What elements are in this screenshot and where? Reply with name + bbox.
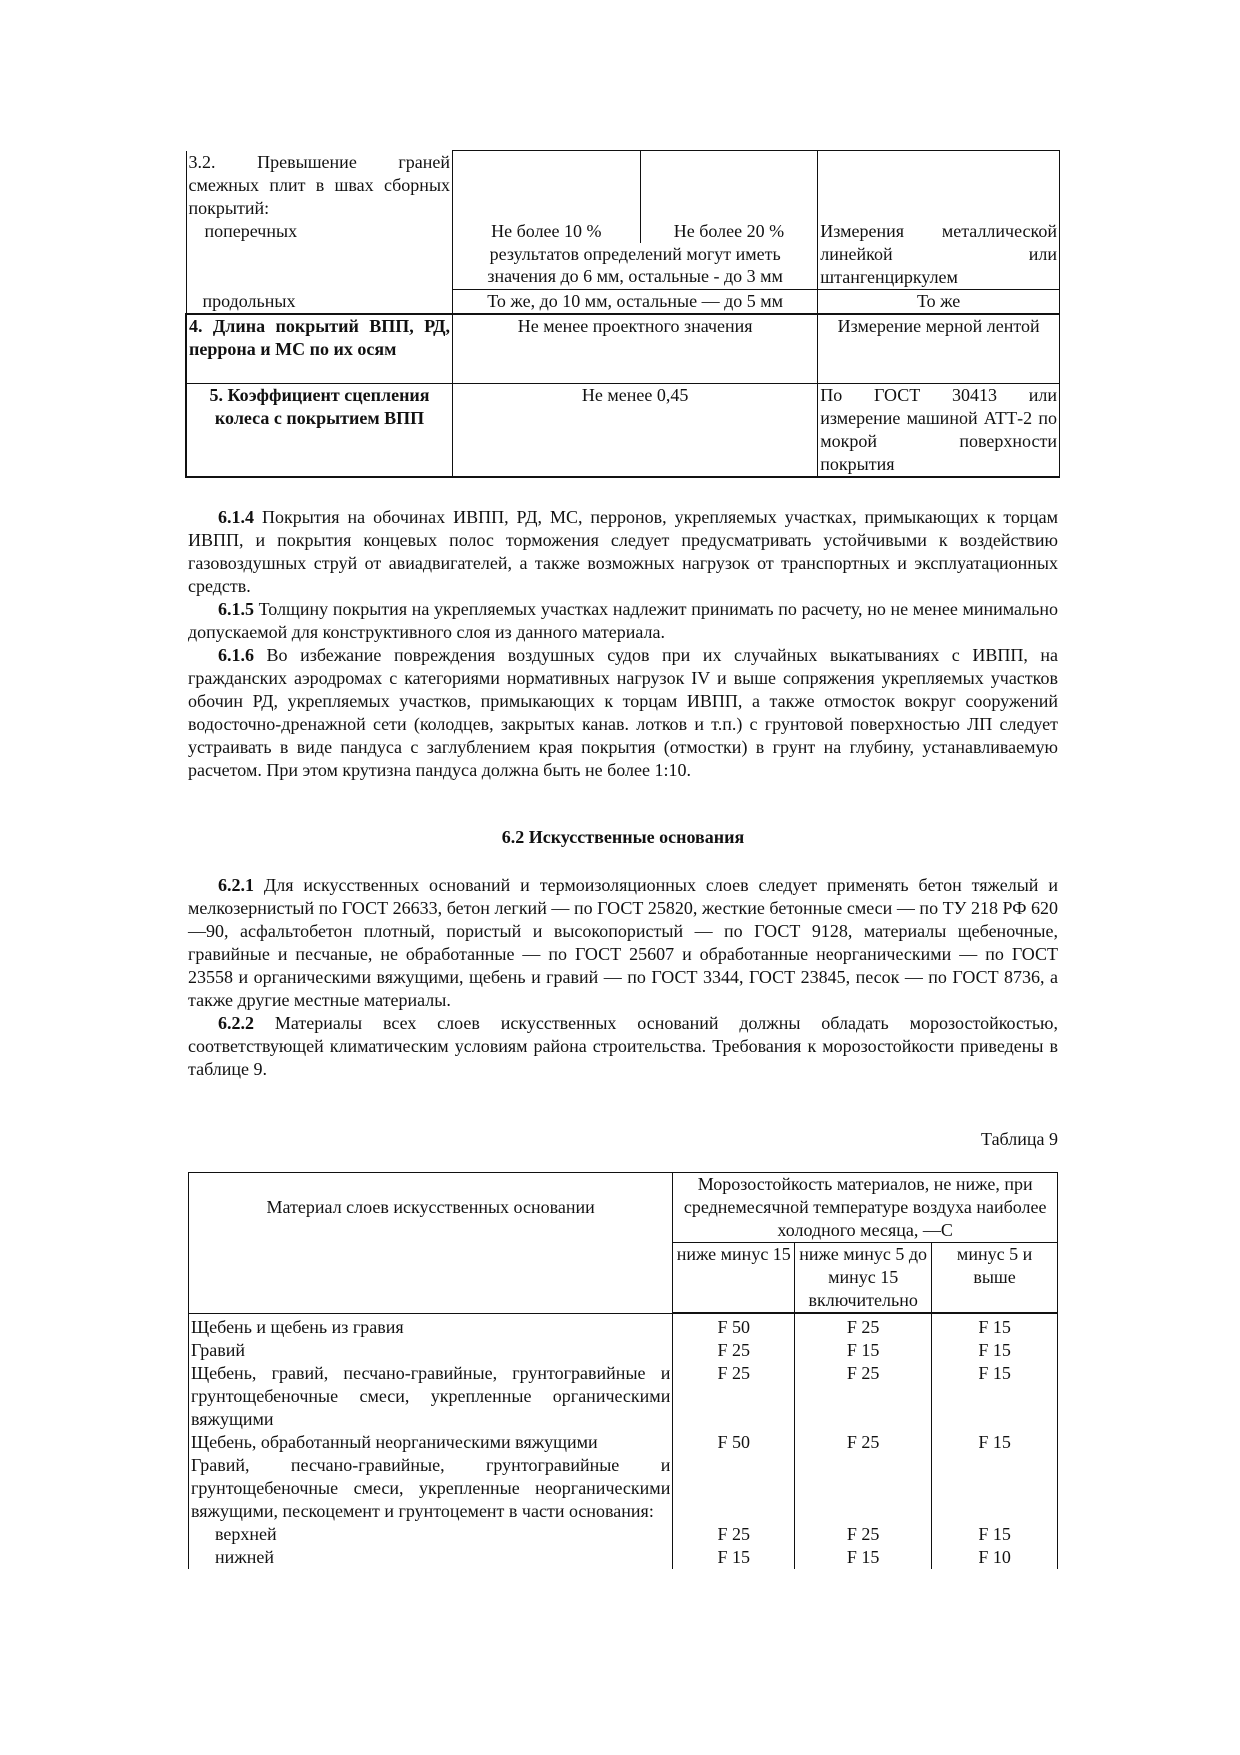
frost-value-cell: F 25: [795, 1523, 932, 1546]
table-row: [186, 151, 1060, 244]
frost-value-cell: F 15: [932, 1339, 1058, 1362]
row-title: 5. Коэффициент сцепления колеса с покрытием ВПП: [186, 384, 453, 478]
table-row: [186, 290, 1060, 315]
header-material: Материал слоев искусственных основании: [189, 1173, 673, 1314]
frost-value-cell: F 10: [932, 1546, 1058, 1569]
material-cell: верхней: [189, 1523, 673, 1546]
frost-value-cell: F 15: [932, 1431, 1058, 1454]
frost-value-cell: F 15: [932, 1362, 1058, 1431]
clause-number: 6.1.6: [218, 645, 254, 665]
requirements-table: [185, 150, 1060, 478]
table-row: [189, 1546, 1058, 1569]
row-subtitle: продольных: [186, 290, 453, 315]
cell-value: Не менее проектного значения: [453, 314, 818, 384]
row-title: 4. Длина покрытий ВПП, РД, перрона и МС по их осям: [186, 314, 453, 384]
frost-value-cell: F 15: [795, 1546, 932, 1569]
clause-number: 6.1.5: [218, 599, 254, 619]
cell-value: Не менее 0,45: [453, 384, 818, 478]
frost-value-cell: F 50: [673, 1313, 795, 1339]
material-cell: Гравий, песчано-гравийные, грунтогравийные и грунтощебеночные смеси, укрепленные неорганическими вяжущими, пескоцемент и грунтоцемент в части основания:: [189, 1454, 673, 1523]
cell-note: результатов определений могут иметь значения до 6 мм, остальные - до 3 мм: [453, 243, 818, 290]
table-row: [189, 1362, 1058, 1431]
frost-value-cell: F 25: [673, 1362, 795, 1431]
frost-value-cell: F 15: [932, 1523, 1058, 1546]
header-col: минус 5 и выше: [932, 1243, 1058, 1314]
table-row: [186, 314, 1060, 384]
frost-value-cell: F 50: [673, 1431, 795, 1454]
section-6-2-paragraphs: [188, 874, 1058, 1081]
row-subtitle: поперечных: [204, 220, 298, 241]
frost-value-cell: F 25: [795, 1431, 932, 1454]
material-cell: Гравий: [189, 1339, 673, 1362]
table-row: [189, 1339, 1058, 1362]
table-row: [189, 1454, 1058, 1523]
frost-value-cell: F 25: [673, 1523, 795, 1546]
material-cell: Щебень, обработанный неорганическими вяжущими: [189, 1431, 673, 1454]
clause-text: Материалы всех слоев искусственных оснований должны обладать морозостойкостью, соответствующей климатическим условиям района строительства. Требования к морозостойкости приведены в таблице 9.: [188, 1013, 1058, 1079]
clause-text: Покрытия на обочинах ИВПП, РД, МС, перронов, укрепляемых участках, примыкающих к торцам ИВПП, и покрытия концевых полос торможения следует предусматривать устойчивыми к воздействию газовоздушных струй от авиадвигателей, а также возможных нагрузок от транспортных и эксплуатационных средств.: [188, 507, 1058, 596]
paragraph: [188, 598, 1058, 644]
clause-text: Для искусственных оснований и термоизоляционных слоев следует применять бетон тяжелый и мелкозернистый по ГОСТ 26633, бетон легкий — по ГОСТ 25820, жесткие бетонные смеси — по ТУ 218 РФ 620—90, асфальтобетон плотный, пористый и высокопористый — по ГОСТ 9128, материалы щебеночные, гравийные и песчаные, не обработанные — по ГОСТ 25607 и обработанные неорганическими — по ГОСТ 23558 и органическими вяжущими, щебень и гравий — по ГОСТ 3344, ГОСТ 23845, песок — по ГОСТ 8736, а также другие местные материалы.: [188, 875, 1058, 1010]
frost-resistance-table: [188, 1172, 1058, 1569]
paragraph: [188, 644, 1058, 782]
frost-value-cell: [795, 1454, 932, 1523]
header-col: ниже минус 5 до минус 15 включительно: [795, 1243, 932, 1314]
material-cell: Щебень, гравий, песчано-гравийные, грунтогравийные и грунтощебеночные смеси, укрепленные органическими вяжущими: [189, 1362, 673, 1431]
paragraph: [188, 874, 1058, 1012]
table-row: [186, 384, 1060, 478]
header-group: Морозостойкость материалов, не ниже, при среднемесячной температуре воздуха наиболее холодного месяца, —С: [673, 1173, 1058, 1243]
section-6-1-paragraphs: [188, 506, 1058, 782]
frost-value-cell: F 25: [795, 1362, 932, 1431]
clause-text: Толщину покрытия на укрепляемых участках надлежит принимать по расчету, но не менее минимально допускаемой для конструктивного слоя из данного материала.: [188, 599, 1058, 642]
table-row: [189, 1431, 1058, 1454]
material-cell: нижней: [189, 1546, 673, 1569]
table-row: [189, 1523, 1058, 1546]
cell-method: По ГОСТ 30413 или измерение машиной АТТ-2 по мокрой поверхности покрытия: [818, 384, 1060, 478]
clause-text: Во избежание повреждения воздушных судов при их случайных выкатываниях с ИВПП, на гражданских аэродромах с категориями нормативных нагрузок IV и выше сопряжения укрепляемых участков обочин РД, укрепляемых участков, примыкающих к торцам ИВПП, а также отмосток вокруг сооружений водосточно-дренажной сети (колодцев, закрытых канав. лотков и т.п.) с грунтовой поверхностью ЛП следует устраивать в виде пандуса с заглублением края покрытия (отмостки) в грунт на глубину, устанавливаемую расчетом. При этом крутизна пандуса должна быть не более 1:10.: [188, 645, 1058, 780]
cell-value: То же, до 10 мм, остальные — до 5 мм: [453, 290, 818, 315]
cell-value: Не более 20 %: [640, 151, 818, 244]
paragraph: [188, 506, 1058, 598]
cell-value: Не более 10 %: [453, 151, 641, 244]
frost-value-cell: [932, 1454, 1058, 1523]
cell-method: То же: [818, 290, 1060, 315]
frost-value-cell: F 15: [795, 1339, 932, 1362]
cell-method: Измерение мерной лентой: [818, 314, 1060, 384]
cell-method: Измерения металлической линейкой или штангенциркулем: [818, 151, 1060, 290]
frost-value-cell: [673, 1454, 795, 1523]
section-heading: 6.2 Искусственные основания: [501, 827, 745, 847]
table-row: [189, 1313, 1058, 1339]
header-col: ниже минус 15: [673, 1243, 795, 1314]
frost-value-cell: F 15: [932, 1313, 1058, 1339]
material-cell: Щебень и щебень из гравия: [189, 1313, 673, 1339]
frost-value-cell: F 15: [673, 1546, 795, 1569]
clause-number: 6.2.1: [218, 875, 254, 895]
frost-value-cell: F 25: [673, 1339, 795, 1362]
paragraph: [188, 1012, 1058, 1081]
row-title: 3.2. Превышение граней смежных плит в швах сборных покрытий:: [188, 151, 451, 218]
clause-number: 6.1.4: [218, 507, 254, 527]
frost-value-cell: F 25: [795, 1313, 932, 1339]
clause-number: 6.2.2: [218, 1013, 254, 1033]
table-caption: Таблица 9: [981, 1129, 1058, 1149]
